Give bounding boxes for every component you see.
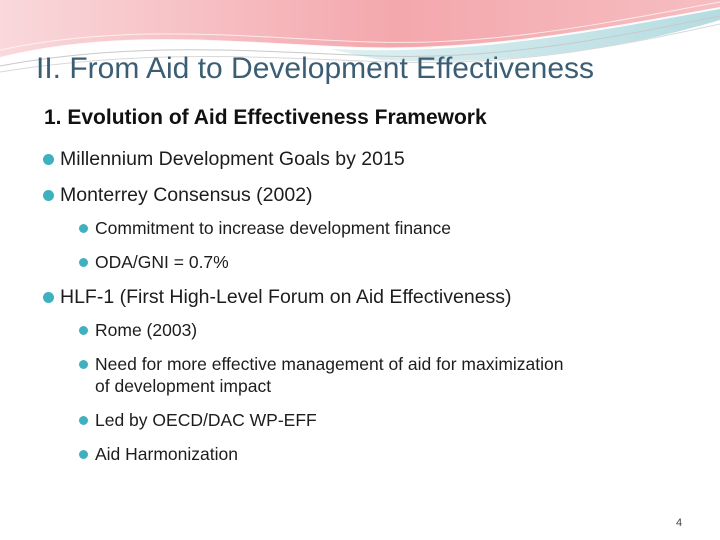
bullet-item	[42, 183, 682, 207]
bullet-dot-icon	[43, 154, 54, 165]
sub-bullet-item	[78, 251, 682, 273]
sub-bullet-text: ODA/GNI = 0.7%	[95, 252, 229, 272]
sub-bullet-item	[78, 409, 682, 431]
sub-bullet-dot-icon	[79, 224, 88, 233]
sub-bullet-dot-icon	[79, 258, 88, 267]
sub-bullet-text: Aid Harmonization	[95, 444, 238, 464]
sub-bullet-text: Commitment to increase development finance	[95, 218, 452, 238]
sub-bullet-list	[78, 319, 682, 465]
sub-bullet-dot-icon	[79, 326, 88, 335]
bullet-text: Monterrey Consensus (2002)	[60, 184, 313, 206]
sub-bullet-list	[78, 217, 682, 273]
sub-bullet-text: Rome (2003)	[95, 320, 198, 340]
bullet-dot-icon	[43, 292, 54, 303]
sub-bullet-item	[78, 319, 682, 341]
sub-bullet-dot-icon	[79, 416, 88, 425]
bullet-item	[42, 285, 682, 309]
bullet-item	[42, 147, 682, 171]
bullet-text: HLF-1 (First High-Level Forum on Aid Effectiveness)	[60, 286, 512, 308]
bullet-dot-icon	[43, 190, 54, 201]
sub-bullet-dot-icon	[79, 450, 88, 459]
slide-title: II. From Aid to Development Effectiveness	[36, 52, 595, 85]
sub-bullet-text: Led by OECD/DAC WP-EFF	[95, 410, 317, 430]
page-number: 4	[676, 517, 683, 529]
bullet-list	[42, 147, 682, 477]
sub-bullet-dot-icon	[79, 360, 88, 369]
sub-bullet-item	[78, 217, 682, 239]
sub-bullet-item	[78, 443, 682, 465]
sub-bullet-text: Need for more effective management of aid for maximization of development impact	[95, 354, 564, 396]
sub-bullet-item	[78, 353, 565, 397]
bullet-text: Millennium Development Goals by 2015	[60, 148, 405, 170]
slide-subtitle: 1. Evolution of Aid Effectiveness Framework	[44, 106, 487, 129]
